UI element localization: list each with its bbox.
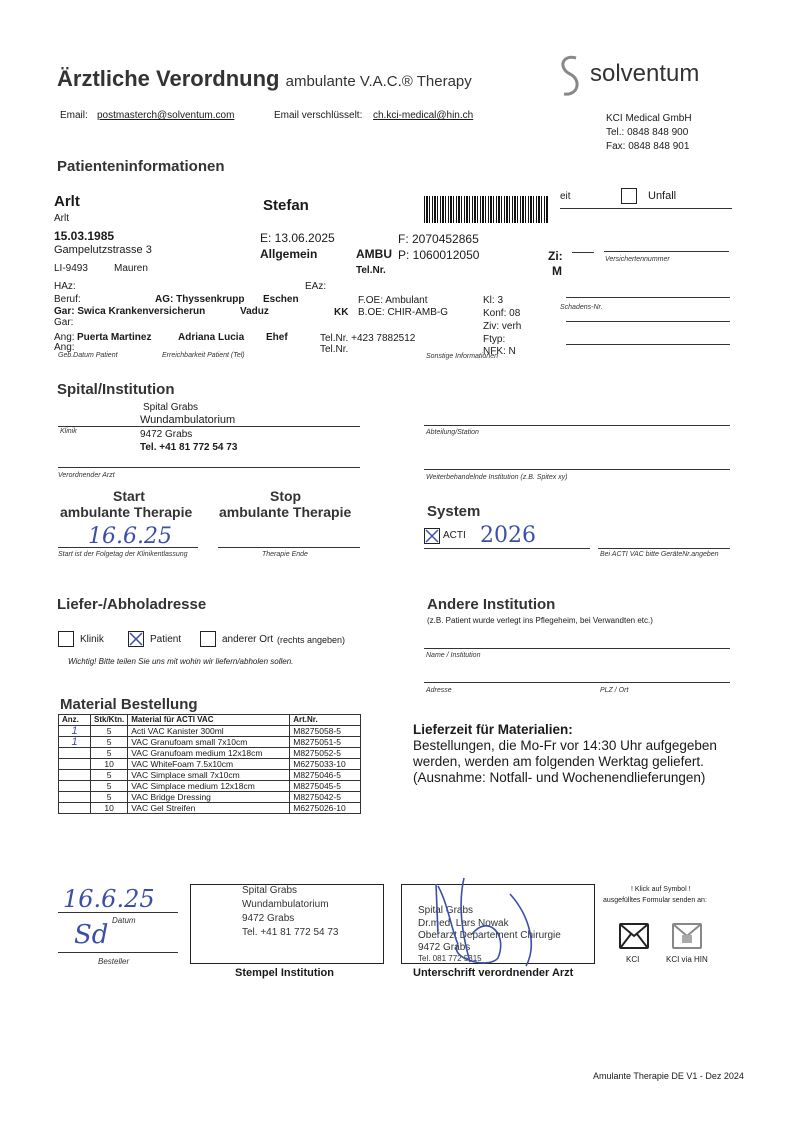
- telnr-label: Tel.Nr.: [356, 265, 386, 276]
- email-label: Email:: [60, 110, 88, 121]
- material-article-no: M8275052-5: [290, 748, 361, 759]
- material-name: VAC Granufoam medium 12x18cm: [128, 748, 290, 759]
- klick-note-2: ausgefülltes Formular senden an:: [603, 897, 707, 904]
- delivery-klinik-label: Klinik: [80, 634, 104, 645]
- plz-caption: PLZ / Ort: [600, 687, 629, 694]
- stempel-caption: Stempel Institution: [235, 967, 334, 979]
- start-subtitle: ambulante Therapie: [60, 504, 193, 520]
- acti-device-number: 2026: [480, 523, 536, 548]
- insurance-caption: Versichertennummer: [605, 256, 670, 263]
- material-article-no: M8275042-5: [290, 792, 361, 803]
- material-qty[interactable]: [59, 759, 91, 770]
- label-eit: eit: [560, 191, 571, 202]
- allgemein-label: Allgemein: [260, 247, 318, 261]
- other-institution-note: (z.B. Patient wurde verlegt ins Pflegeheim, bei Verwandten etc.): [427, 616, 653, 625]
- patient-street: Gampelutzstrasse 3: [54, 244, 152, 256]
- patient-section-title: Patienteninformationen: [57, 158, 225, 175]
- boe-label: B.OE: CHIR-AMB-G: [358, 307, 449, 318]
- ang2-label: Ang:: [54, 342, 75, 353]
- doctor-line-1: Spital Grabs: [418, 905, 474, 916]
- spital-section-title: Spital/Institution: [57, 381, 175, 398]
- patient-first-name: Stefan: [263, 197, 309, 214]
- col-artnr: Art.Nr.: [290, 715, 361, 726]
- guarantor-1: Gar: Swica Krankenversicherun: [54, 306, 206, 317]
- stop-subtitle: ambulante Therapie: [219, 504, 352, 520]
- datum-caption: Datum: [112, 916, 136, 925]
- material-pack-size: 10: [91, 759, 128, 770]
- delivery-other-label: anderer Ort: [222, 634, 274, 645]
- klinik-caption: Klinik: [60, 428, 77, 435]
- material-article-no: M6275033-10: [290, 759, 361, 770]
- ambu-label: AMBU: [356, 247, 392, 261]
- delivery-other-note: (rechts angeben): [277, 635, 346, 645]
- reach-caption: Erreichbarkeit Patient (Tel): [162, 352, 245, 359]
- ziv-label: Ziv: verh: [483, 321, 522, 332]
- stamp-line-3: 9472 Grabs: [242, 913, 295, 924]
- form-title: Ärztliche Verordnung ambulante V.A.C.® Therapy: [57, 66, 472, 91]
- material-name: VAC Simplace small 7x10cm: [128, 770, 290, 781]
- guarantor-1-city: Vaduz: [240, 306, 269, 317]
- form-subtitle: ambulante V.A.C.® Therapy: [285, 73, 472, 90]
- ang2-tel: Tel.Nr.: [320, 344, 349, 355]
- stop-title: Stop: [270, 488, 302, 504]
- email-enc-label: Email verschlüsselt:: [274, 110, 363, 121]
- patient-last-name-small: Arlt: [54, 213, 69, 224]
- name-caption: Name / Institution: [426, 652, 481, 659]
- acti-label: ACTI: [443, 530, 466, 541]
- nfk-label: NFK: N: [483, 346, 516, 357]
- delivery-other-checkbox[interactable]: [200, 631, 216, 647]
- col-anz: Anz.: [59, 715, 91, 726]
- material-pack-size: 5: [91, 781, 128, 792]
- ftyp-label: Ftyp:: [483, 334, 506, 345]
- acti-checkbox[interactable]: [424, 528, 440, 544]
- material-pack-size: 10: [91, 803, 128, 814]
- employer-city: Eschen: [263, 294, 299, 305]
- start-date-handwritten: 16.6.25: [88, 524, 172, 549]
- solventum-logo: [552, 52, 588, 105]
- claim-caption: Schadens-Nr.: [560, 304, 603, 311]
- employer: AG: Thyssenkrupp: [155, 294, 245, 305]
- acti-caption: Bei ACTI VAC bitte GeräteNr.angeben: [600, 551, 719, 558]
- col-stk: Stk/Ktn.: [91, 715, 128, 726]
- weiter-caption: Weiterbehandelnde Institution (z.B. Spitex xy): [426, 474, 568, 481]
- delivery-hint: Wichtig! Bitte teilen Sie uns mit wohin wir liefern/abholen sollen.: [68, 657, 294, 666]
- material-pack-size: 5: [91, 726, 128, 737]
- besteller-caption: Besteller: [98, 957, 130, 966]
- spital-line-4: Tel. +41 81 772 54 73: [140, 442, 238, 453]
- material-row: [59, 737, 361, 748]
- material-article-no: M8275051-5: [290, 737, 361, 748]
- material-article-no: M8275046-5: [290, 770, 361, 781]
- kci-label: KCI: [626, 955, 640, 964]
- zi-label: Zi:: [548, 249, 563, 263]
- material-qty[interactable]: [59, 781, 91, 792]
- beruf-label: Beruf:: [54, 294, 81, 305]
- company-fax: Fax: 0848 848 901: [606, 141, 690, 152]
- mail-kci-icon[interactable]: [619, 923, 649, 949]
- material-section-title: Material Bestellung: [60, 696, 198, 713]
- system-title: System: [427, 503, 481, 520]
- delivery-klinik-checkbox[interactable]: [58, 631, 74, 647]
- spital-line-1: Spital Grabs: [143, 402, 199, 413]
- stamp-line-2: Wundambulatorium: [242, 899, 329, 910]
- material-qty[interactable]: 1: [59, 737, 91, 748]
- material-article-no: M8275058-5: [290, 726, 361, 737]
- brand-name: solventum: [590, 60, 700, 87]
- material-name: VAC Gel Streifen: [128, 803, 290, 814]
- klick-note-1: ! Klick auf Symbol !: [631, 886, 691, 893]
- lieferzeit-line-3: (Ausnahme: Notfall- und Wochenendlieferungen): [413, 770, 706, 785]
- end-caption: Therapie Ende: [262, 551, 308, 558]
- unfall-label: Unfall: [648, 190, 677, 202]
- start-caption: Start ist der Folgetag der Klinikentlassung: [58, 551, 188, 558]
- form-version: Amulante Therapie DE V1 - Dez 2024: [593, 1071, 744, 1081]
- relative-tel: Tel.Nr. +423 7882512: [320, 333, 416, 344]
- stamp-line-4: Tel. +41 81 772 54 73: [242, 927, 339, 938]
- material-article-no: M8275045-5: [290, 781, 361, 792]
- abteilung-caption: Abteilung/Station: [426, 429, 479, 436]
- delivery-patient-label: Patient: [150, 634, 182, 645]
- haz-label: HAz:: [54, 281, 76, 292]
- entry-date: E: 13.06.2025: [260, 231, 335, 245]
- material-name: VAC Granufoam small 7x10cm: [128, 737, 290, 748]
- relative-first-name: Adriana Lucia: [178, 332, 245, 343]
- patient-zip: LI-9493: [54, 263, 88, 274]
- patient-city: Mauren: [114, 263, 148, 274]
- patient-last-name: Arlt: [54, 193, 80, 210]
- company-tel: Tel.: 0848 848 900: [606, 127, 689, 138]
- material-article-no: M6275026-10: [290, 803, 361, 814]
- konf-label: Konf: 08: [483, 308, 521, 319]
- spital-line-3: 9472 Grabs: [140, 429, 193, 440]
- relative-name: Puerta Martinez: [77, 332, 152, 343]
- foe-label: F.OE: Ambulant: [358, 295, 428, 306]
- patient-dob: 15.03.1985: [54, 229, 115, 243]
- patient-number: P: 1060012050: [398, 248, 480, 262]
- order-date-handwritten: 16.6.25: [63, 885, 155, 913]
- email-enc-link[interactable]: ch.kci-medical@hin.ch: [373, 110, 474, 121]
- kci-hin-label: KCI via HIN: [666, 955, 708, 964]
- material-name: VAC Simplace medium 12x18cm: [128, 781, 290, 792]
- doctor-line-3: Oberarzt Departement Chirurgie: [418, 930, 561, 941]
- barcode: [424, 196, 548, 223]
- material-qty[interactable]: [59, 770, 91, 781]
- unfall-checkbox[interactable]: [621, 188, 637, 204]
- material-pack-size: 5: [91, 737, 128, 748]
- besteller-signature: Sd: [74, 920, 109, 950]
- material-row: [59, 726, 361, 737]
- unterschrift-caption: Unterschrift verordnender Arzt: [413, 967, 574, 979]
- material-pack-size: 5: [91, 748, 128, 759]
- eaz-label: EAz:: [305, 281, 327, 292]
- doctor-line-5: Tel. 081 772 5315: [418, 954, 482, 963]
- other-info-caption: Sonstige Informationen: [426, 353, 498, 360]
- case-number: F: 2070452865: [398, 232, 479, 246]
- doctor-signature: [428, 874, 548, 975]
- stamp-box: [190, 884, 384, 964]
- adresse-caption: Adresse: [426, 687, 452, 694]
- lieferzeit-title: Lieferzeit für Materialien:: [413, 722, 573, 737]
- material-row: [59, 781, 361, 792]
- material-pack-size: 5: [91, 792, 128, 803]
- mail-kci-hin-icon[interactable]: [672, 923, 702, 949]
- company-name: KCI Medical GmbH: [606, 113, 692, 124]
- kl-label: Kl: 3: [483, 295, 504, 306]
- material-qty[interactable]: 1: [59, 726, 91, 737]
- stamp-line-1: Spital Grabs: [242, 885, 298, 896]
- material-row: [59, 748, 361, 759]
- doctor-line-2: Dr.med. Lars Nowak: [418, 918, 509, 929]
- email-link[interactable]: postmasterch@solventum.com: [97, 110, 235, 121]
- lieferzeit-line-1: Bestellungen, die Mo-Fr vor 14:30 Uhr aufgegeben: [413, 738, 717, 753]
- material-qty[interactable]: [59, 803, 91, 814]
- material-row: [59, 803, 361, 814]
- material-pack-size: 5: [91, 770, 128, 781]
- start-title: Start: [113, 488, 145, 504]
- spital-line-2: Wundambulatorium: [140, 414, 236, 426]
- delivery-patient-checkbox[interactable]: [128, 631, 144, 647]
- col-material: Material für ACTI VAC: [128, 715, 290, 726]
- material-row: [59, 759, 361, 770]
- doctor-line-4: 9472 Grabs: [418, 942, 471, 953]
- ang-label: Ang:: [54, 332, 75, 343]
- material-row: [59, 770, 361, 781]
- arzt-caption: Verordnender Arzt: [58, 472, 115, 479]
- relative-relation: Ehef: [266, 332, 288, 343]
- material-table: [58, 714, 361, 814]
- material-name: VAC Bridge Dressing: [128, 792, 290, 803]
- kk-label: KK: [334, 307, 349, 318]
- other-institution-title: Andere Institution: [427, 596, 556, 613]
- dob-caption: Geb.Datum Patient: [58, 352, 118, 359]
- m-label: M: [552, 264, 562, 278]
- guarantor-2: Gar:: [54, 317, 74, 328]
- lieferzeit-line-2: werden, werden am folgenden Werktag geliefert.: [413, 754, 704, 769]
- material-qty[interactable]: [59, 748, 91, 759]
- material-name: Acti VAC Kanister 300ml: [128, 726, 290, 737]
- material-header-row: [59, 715, 361, 726]
- material-name: VAC WhiteFoam 7.5x10cm: [128, 759, 290, 770]
- material-row: [59, 792, 361, 803]
- material-qty[interactable]: [59, 792, 91, 803]
- delivery-section-title: Liefer-/Abholadresse: [57, 596, 207, 613]
